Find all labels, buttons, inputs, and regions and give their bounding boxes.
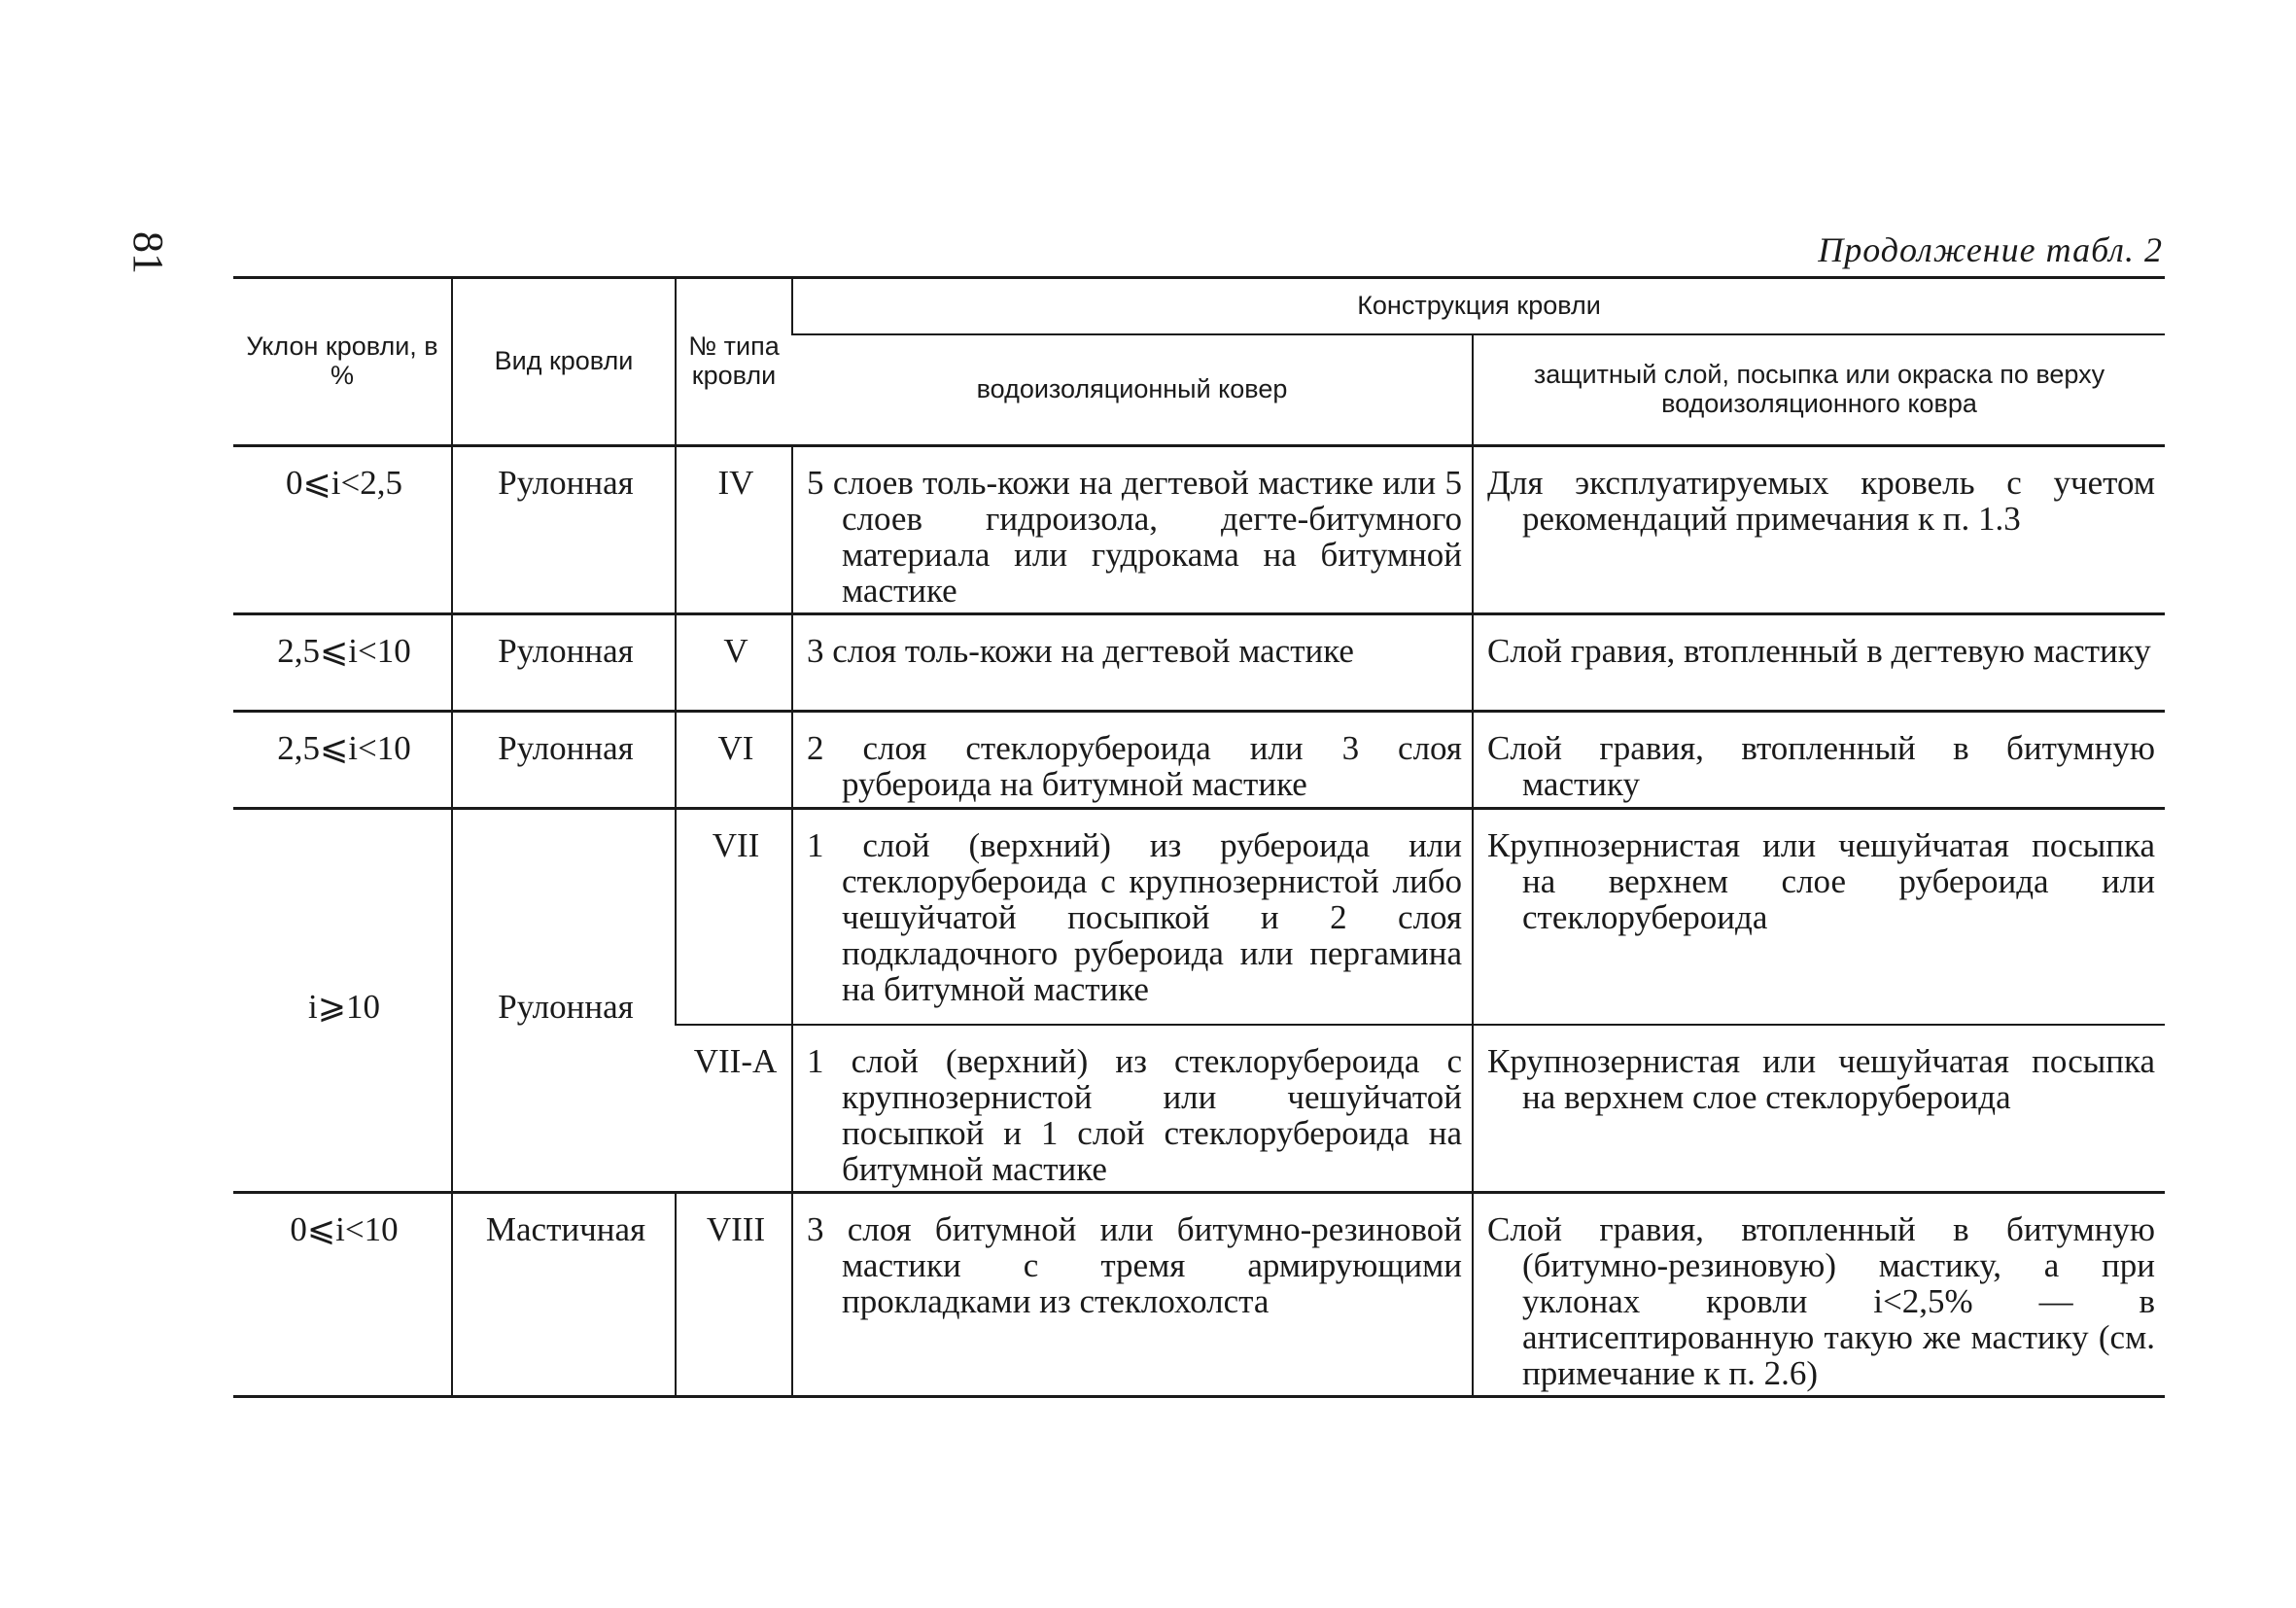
page-number: 81 — [124, 231, 172, 274]
cell-slope: 0⩽i<2,5 — [233, 446, 452, 614]
cell-kind: Рулонная — [452, 446, 676, 614]
cell-type: IV — [676, 446, 792, 614]
cell-type: VII — [676, 809, 792, 1025]
table-row — [233, 1192, 2165, 1396]
cell-type: VIII — [676, 1192, 792, 1396]
cell-protective: Слой гравия, втопленный в дегтевую мастику — [1473, 614, 2165, 712]
cell-type: V — [676, 614, 792, 712]
cell-carpet: 5 слоев толь-кожи на дегтевой мастике или 5 слоев гидроизола, дегте-битумного материала или гудрокама на битумной мастике — [792, 446, 1473, 614]
cell-kind: Рулонная — [452, 712, 676, 809]
table-row — [233, 446, 2165, 614]
cell-slope: i⩾10 — [233, 809, 452, 1193]
cell-protective: Слой гравия, втопленный в битумную мастику — [1473, 712, 2165, 809]
header-waterproof-carpet: водоизоляционный ковер — [792, 334, 1473, 446]
cell-slope: 2,5⩽i<10 — [233, 712, 452, 809]
cell-kind: Рулонная — [452, 809, 676, 1193]
header-type-number: № типа кровли — [676, 278, 792, 446]
cell-carpet: 1 слой (верхний) из рубероида или стеклорубероида с крупнозернистой либо чешуйчатой посыпкой и 2 слоя подкладочного рубероида или пергамина на битумной мастике — [792, 809, 1473, 1025]
table-caption: Продолжение табл. 2 — [1818, 230, 2163, 269]
spec-table — [233, 276, 2165, 1398]
cell-type: VII-А — [676, 1025, 792, 1193]
table-row — [233, 809, 2165, 1025]
cell-carpet: 2 слоя стеклорубероида или 3 слоя рубероида на битумной мастике — [792, 712, 1473, 809]
cell-slope: 2,5⩽i<10 — [233, 614, 452, 712]
cell-type: VI — [676, 712, 792, 809]
roof-construction-table — [233, 276, 2165, 1398]
cell-kind: Мастичная — [452, 1192, 676, 1396]
cell-carpet: 1 слой (верхний) из стеклорубероида с крупнозернистой или чешуйчатой посыпкой и 1 слой стеклорубероида на битумной мастике — [792, 1025, 1473, 1193]
cell-protective: Для эксплуатируемых кровель с учетом рекомендаций примечания к п. 1.3 — [1473, 446, 2165, 614]
header-kind: Вид кровли — [452, 278, 676, 446]
cell-kind: Рулонная — [452, 614, 676, 712]
cell-protective: Слой гравия, втопленный в битумную (битумно-резиновую) мастику, а при уклонах кровли i<2,5% — в антисептированную такую же мастику (см. примечание к п. 2.6) — [1473, 1192, 2165, 1396]
table-row — [233, 614, 2165, 712]
header-protective-layer: защитный слой, посыпка или окраска по верху водоизоляционного ковра — [1473, 334, 2165, 446]
cell-protective: Крупнозернистая или чешуйчатая посыпка на верхнем слое стеклорубероида — [1473, 1025, 2165, 1193]
cell-protective: Крупнозернистая или чешуйчатая посыпка на верхнем слое рубероида или стеклорубероида — [1473, 809, 2165, 1025]
cell-slope: 0⩽i<10 — [233, 1192, 452, 1396]
header-slope: Уклон кровли, в % — [233, 278, 452, 446]
cell-carpet: 3 слоя битумной или битумно-резиновой мастики с тремя армирующими прокладками из стеклохолста — [792, 1192, 1473, 1396]
cell-carpet: 3 слоя толь-кожи на дегтевой мастике — [792, 614, 1473, 712]
header-construction: Конструкция кровли — [792, 278, 2165, 335]
table-row — [233, 712, 2165, 809]
